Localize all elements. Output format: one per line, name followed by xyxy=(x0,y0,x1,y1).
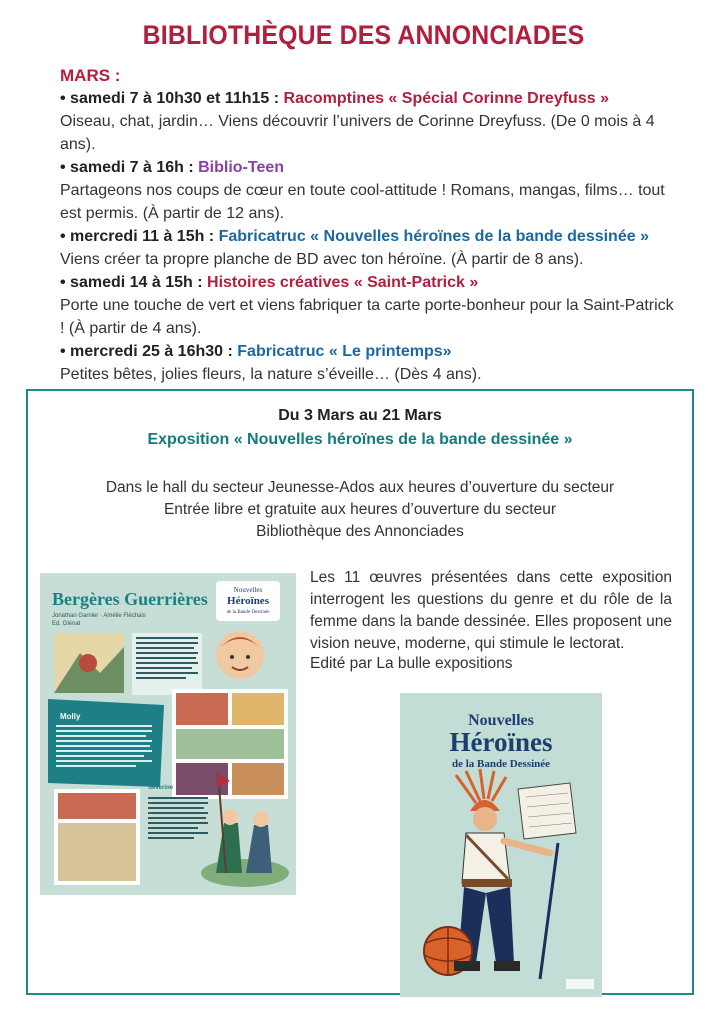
poster1-section-severine: Séverine xyxy=(148,785,174,791)
month-heading: MARS : xyxy=(60,66,121,85)
event-item xyxy=(60,156,680,225)
poster1-badge-line3: de la Bande Dessinée xyxy=(226,610,270,615)
event-description: Viens créer ta propre planche de BD avec ton héroïne. (À partir de 8 ans). xyxy=(60,251,584,268)
event-item xyxy=(60,340,680,386)
poster1-badge-line1: Nouvelles xyxy=(233,586,263,594)
events-list xyxy=(60,64,680,386)
event-name: Racomptines « Spécial Corinne Dreyfuss » xyxy=(283,90,609,107)
exhibition-title: Exposition « Nouvelles héroïnes de la bande dessinée » xyxy=(147,431,573,448)
exhibition-venue: Bibliothèque des Annonciades xyxy=(256,523,464,540)
event-description: Partageons nos coups de cœur en toute cool-attitude ! Romans, mangas, films… tout est permis. (À partir de 12 ans). xyxy=(60,182,665,222)
event-description: Oiseau, chat, jardin… Viens découvrir l’univers de Corinne Dreyfuss. (De 0 mois à 4 ans). xyxy=(60,113,655,153)
exhibition-credit: Edité par La bulle expositions xyxy=(310,655,513,672)
poster1-authors: Jonathan Garnier · Amélie Fléchais xyxy=(52,613,146,619)
poster-bergeres-guerrieres xyxy=(40,573,296,895)
event-name: Fabricatruc « Le printemps» xyxy=(237,343,452,360)
event-description: Petites bêtes, jolies fleurs, la nature s’éveille… (Dès 4 ans). xyxy=(60,366,482,383)
event-when: • samedi 14 à 15h : xyxy=(60,274,208,291)
poster2-line2: Héroïnes xyxy=(449,727,553,757)
event-when: • mercredi 11 à 15h : xyxy=(60,228,219,245)
poster1-publisher: Ed. Glénat xyxy=(52,621,81,627)
exhibition-dates: Du 3 Mars au 21 Mars xyxy=(278,407,442,424)
event-when: • samedi 7 à 16h : xyxy=(60,159,199,176)
event-item xyxy=(60,271,680,340)
event-description: Porte une touche de vert et viens fabriquer ta carte porte-bonheur pour la Saint-Patrick ! (À partir de 4 ans). xyxy=(60,297,674,337)
poster2-line3: de la Bande Dessinée xyxy=(451,758,551,770)
page-title: BIBLIOTHÈQUE DES ANNONCIADES xyxy=(142,20,585,50)
event-when: • samedi 7 à 10h30 et 11h15 : xyxy=(60,90,284,107)
exhibition-info xyxy=(28,477,692,543)
poster1-section-molly: Molly xyxy=(60,712,81,721)
poster1-artwork xyxy=(40,573,296,895)
poster2-line1: Nouvelles xyxy=(468,712,534,729)
event-item xyxy=(60,87,680,156)
poster2-artwork xyxy=(400,693,602,997)
poster-nouvelles-heroines xyxy=(400,693,602,997)
event-name: Histoires créatives « Saint-Patrick » xyxy=(207,274,479,291)
exhibition-description: Les 11 œuvres présentées dans cette exposition interrogent les questions du genre et du rôle de la femme dans la bande dessinée. Elles proposent une vision neuve, moderne, qui stimule le lectorat. xyxy=(310,569,672,652)
exhibition-location: Dans le hall du secteur Jeunesse-Ados aux heures d’ouverture du secteur xyxy=(105,479,615,496)
event-when: • mercredi 25 à 16h30 : xyxy=(60,343,238,360)
exhibition-entry: Entrée libre et gratuite aux heures d’ouverture du secteur xyxy=(163,501,557,518)
poster1-title: Bergères Guerrières xyxy=(52,589,208,609)
event-name: Biblio-Teen xyxy=(198,159,285,176)
exhibition-box xyxy=(26,389,694,995)
event-name: Fabricatruc « Nouvelles héroïnes de la bande dessinée » xyxy=(218,228,649,245)
poster1-badge-line2: Héroïnes xyxy=(227,595,269,607)
event-item xyxy=(60,225,680,271)
